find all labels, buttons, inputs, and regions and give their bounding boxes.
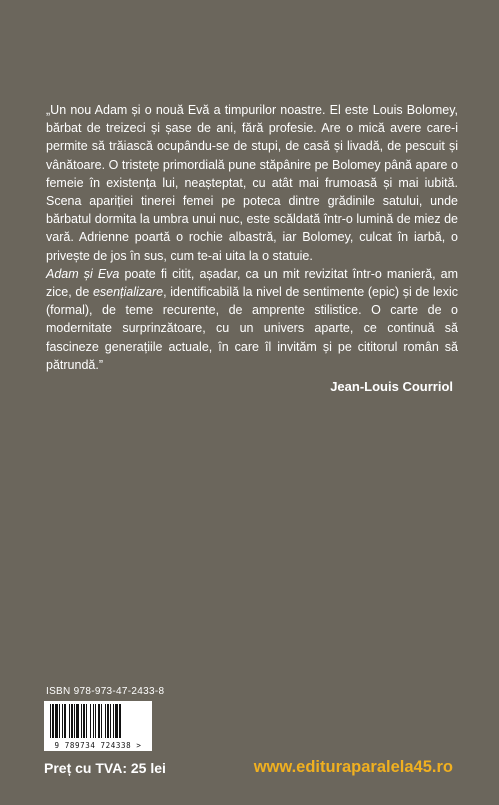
barcode-bar [86,704,87,738]
barcode-bar [62,704,63,738]
publisher-website[interactable]: www.edituraparalela45.ro [253,758,453,776]
blurb-text-a: poate fi citit, așadar, ca un mit revizitat într-o manieră, am zice, de [46,266,459,300]
barcode-bar [95,704,96,738]
barcode-bar [74,704,75,738]
isbn-label: ISBN 978-973-47-2433-8 [46,686,165,697]
book-title: Adam și Eva [46,266,120,281]
barcode-bar [107,704,109,738]
barcode-bar [98,704,100,738]
barcode-bar [69,704,70,738]
blurb-author: Jean-Louis Courriol [330,379,453,394]
blurb-term: esențializare [92,285,164,300]
barcode-bar [55,704,58,738]
barcode-bar [113,704,114,738]
barcode-bar [90,704,91,738]
blurb-text-b: , identificabilă la nivel de sentimente (epic) și de lexic (formal), de teme recurente, de amprente stilistice. O carte de o modernitate surprinzătoare, cu un univers aparte, ce continuă să fascineze generațiile actuale, în care îl invităm și pe cititorul român să pătrundă.” [46,285,459,372]
barcode-bar [81,704,82,738]
barcode-bar [76,704,79,738]
back-cover-blurb [46,101,458,374]
barcode-bar [101,704,102,738]
barcode-bar [115,704,118,738]
blurb-paragraph-2 [46,265,458,374]
price-label: Preț cu TVA: 25 lei [44,760,166,776]
barcode-bar [59,704,60,738]
barcode-bar [71,704,73,738]
barcode-bar [83,704,85,738]
barcode-bar [119,704,121,738]
barcode-bar [50,704,51,738]
barcode-bar [105,704,106,738]
barcode-bars [44,701,152,741]
barcode-digits: 9 789734 724338 > [54,741,142,750]
barcode-bar [110,704,111,738]
barcode-bar [93,704,94,738]
barcode-bar [52,704,54,738]
barcode [44,701,152,751]
blurb-paragraph-1: „Un nou Adam și o nouă Evă a timpurilor noastre. El este Louis Bolomey, bărbat de treizeci și șase de ani, fără profesie. Are o mică avere care-i permite să trăiască ocupându-se de stupi, de casă și livadă, de pescuit și vânătoare. O tristețe primordială pune stăpânire pe Bolomey până apare o femeie în existența lui, neașteptat, cu atât mai frumoasă și mai iubită. Scena apariției tinerei femei pe poteca dintre grădinile satului, unde bărbatul dormita la umbra unui nuc, este scăldată într-o lumină de miez de vară. Adrienne poartă o rochie albastră, iar Bolomey, culcat în iarbă, o privește de jos în sus, cum te-ai uita la o statuie. [46,103,458,263]
barcode-bar [64,704,66,738]
